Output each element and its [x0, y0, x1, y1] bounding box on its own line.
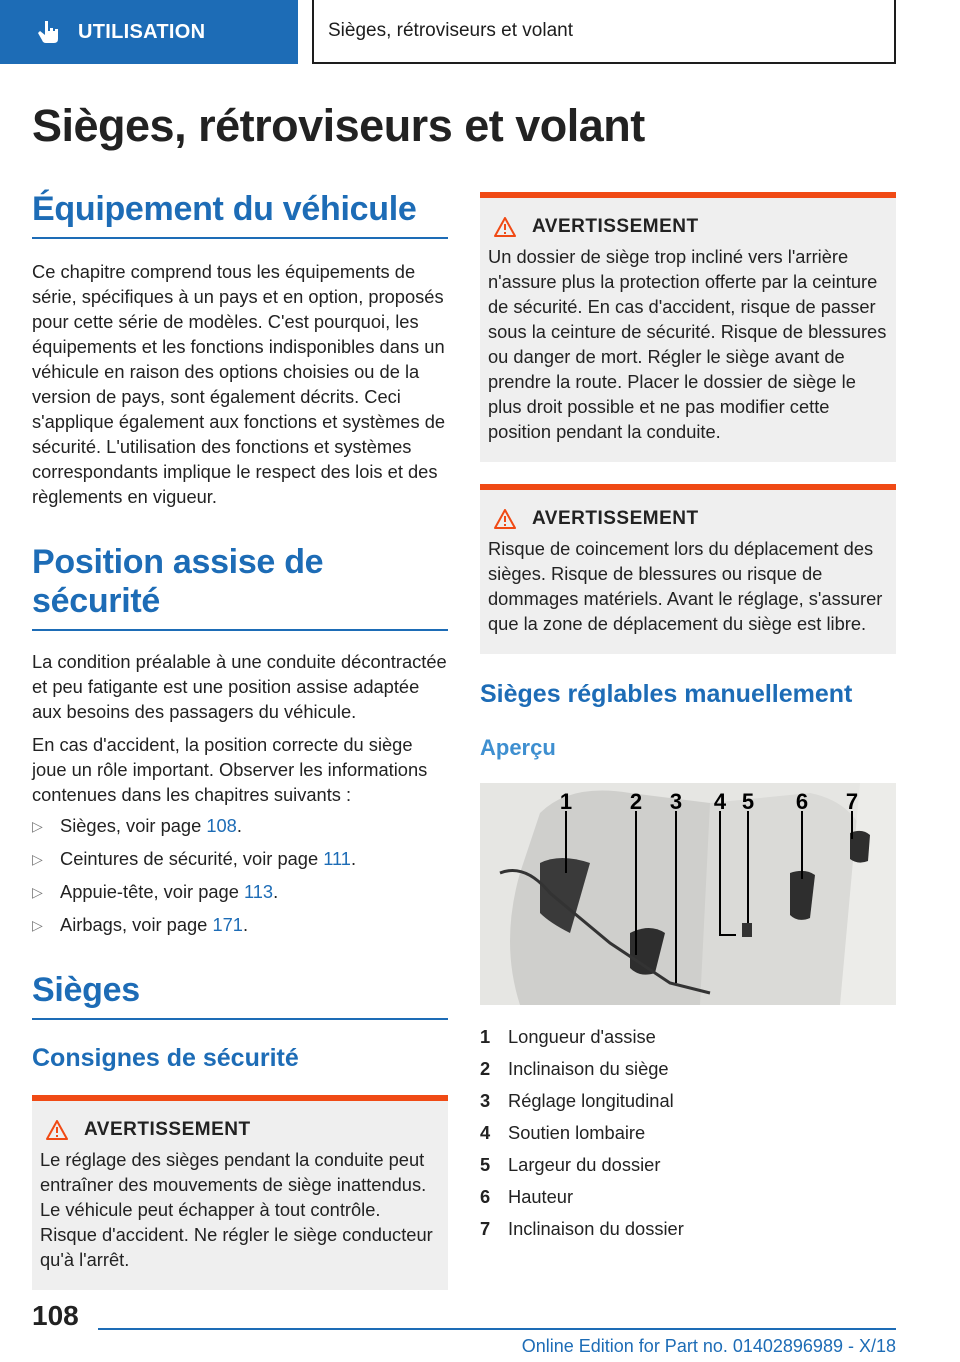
- hand-pointer-icon: [36, 19, 62, 45]
- warning-header: [46, 1119, 440, 1141]
- heading-manual-seats: Sièges réglables manuellement: [480, 680, 853, 708]
- list-item: [32, 879, 448, 912]
- legend-number: 3: [480, 1090, 491, 1111]
- legend-number: 7: [480, 1218, 491, 1239]
- image-callout-3: 3: [669, 789, 683, 814]
- reference-list: [32, 813, 448, 945]
- page-link[interactable]: 108: [206, 815, 237, 836]
- image-callout-5: 5: [741, 789, 755, 814]
- heading-apercu: Aperçu: [480, 735, 556, 760]
- list-item-end: .: [242, 914, 249, 935]
- warning-triangle-icon: [494, 217, 516, 237]
- legend-row: [480, 1021, 896, 1053]
- seat-controls-image: [480, 783, 896, 1005]
- list-item: [32, 912, 448, 945]
- right-column: [480, 192, 896, 1245]
- warning-text: Le réglage des sièges pendant la conduite peut entraîner des mouvements de siège inattendus. Le véhicule peut échapper à tout contrôle. Risque d'accident. Ne régler le siège conducteur qu'à l'arrêt.: [40, 1149, 433, 1270]
- legend-row: [480, 1181, 896, 1213]
- footer-divider: [98, 1328, 896, 1330]
- legend-label: Inclinaison du dossier: [508, 1218, 684, 1239]
- image-callout-4: 4: [713, 789, 727, 814]
- legend-row: [480, 1053, 896, 1085]
- legend-label: Hauteur: [508, 1186, 574, 1207]
- heading-sieges: Sièges: [32, 971, 448, 1020]
- paragraph-position-1: La condition préalable à une conduite décontractée et peu fatigante est une position assise adaptée aux besoins des passagers du véhicule.: [32, 651, 447, 722]
- warning-triangle-icon: [494, 509, 516, 529]
- legend-list: [480, 1021, 896, 1245]
- list-item-text: Appuie-tête, voir page: [60, 881, 244, 902]
- image-callout-7: 7: [845, 789, 859, 814]
- triangle-bullet-icon: ▷: [32, 851, 43, 867]
- page-number: 108: [32, 1300, 79, 1331]
- image-callout-1: 1: [559, 789, 573, 814]
- paragraph-position-2: En cas d'accident, la position correcte du siège joue un rôle important. Observer les informations contenues dans les chapitres suivants :: [32, 734, 428, 805]
- header-chapter: [312, 0, 896, 64]
- list-item: [32, 813, 448, 846]
- page-link[interactable]: 113: [243, 881, 274, 902]
- list-item: [32, 846, 448, 879]
- header-chapter-label: Sièges, rétroviseurs et volant: [328, 20, 574, 41]
- list-item-text: Airbags, voir page: [60, 914, 213, 935]
- legend-label: Réglage longitudinal: [508, 1090, 674, 1111]
- page-link[interactable]: 111: [323, 848, 351, 869]
- legend-row: [480, 1149, 896, 1181]
- triangle-bullet-icon: ▷: [32, 917, 43, 933]
- warning-title: AVERTISSEMENT: [532, 216, 699, 237]
- legend-number: 2: [480, 1058, 491, 1079]
- list-item-end: .: [273, 881, 279, 902]
- legend-number: 4: [480, 1122, 491, 1143]
- legend-row: [480, 1213, 896, 1245]
- triangle-bullet-icon: ▷: [32, 884, 43, 900]
- warning-box: [480, 484, 896, 654]
- legend-label: Longueur d'assise: [508, 1026, 656, 1047]
- heading-equipment: Équipement du véhicule: [32, 190, 448, 239]
- header-section-tab[interactable]: [0, 0, 298, 64]
- legend-label: Soutien lombaire: [508, 1122, 646, 1143]
- footer-edition: Online Edition for Part no. 01402896989 - X/18: [521, 1336, 896, 1356]
- triangle-bullet-icon: ▷: [32, 818, 43, 834]
- list-item-end: .: [350, 848, 357, 869]
- paragraph-equipment: Ce chapitre comprend tous les équipements de série, spécifiques à un pays et en option, proposés pour cette série de modèles. C'est pourquoi, les équipements et les fonctions indisponibles dans un véhicule en raison des options choisies ou de la version de pays, sont également décrits. Ceci s'applique également aux fonctions et systèmes de sécurité. L'utilisation des fonctions et systèmes correspondants implique le respect des lois et des règlements en vigueur.: [32, 261, 446, 507]
- legend-number: 1: [480, 1026, 491, 1047]
- left-column: [32, 190, 448, 1290]
- list-item-text: Sièges, voir page: [60, 815, 207, 836]
- warning-box: [32, 1095, 448, 1290]
- image-callout-2: 2: [629, 789, 643, 814]
- warning-box: [480, 192, 896, 462]
- legend-number: 5: [480, 1154, 491, 1175]
- warning-header: [494, 216, 888, 238]
- legend-label: Inclinaison du siège: [508, 1058, 669, 1079]
- page-title: Sièges, rétroviseurs et volant: [32, 100, 645, 151]
- heading-consignes: Consignes de sécurité: [32, 1044, 299, 1072]
- seat-illustration: [480, 783, 896, 1005]
- warning-header: [494, 508, 888, 530]
- warning-title: AVERTISSEMENT: [84, 1119, 251, 1140]
- warning-text: Risque de coincement lors du déplacement des sièges. Risque de blessures ou risque de dommages matériels. Avant le réglage, s'assurer que la zone de déplacement du siège est libre.: [488, 538, 883, 634]
- image-callout-6: 6: [795, 789, 809, 814]
- legend-row: [480, 1117, 896, 1149]
- warning-title: AVERTISSEMENT: [532, 508, 699, 529]
- page-link[interactable]: 171: [212, 914, 243, 935]
- heading-position: Position assise de sécurité: [32, 543, 448, 631]
- list-item-end: .: [236, 815, 242, 836]
- header-section-label: UTILISATION: [78, 20, 206, 43]
- warning-text: Un dossier de siège trop incliné vers l'arrière n'assure plus la protection offerte par la ceinture de sécurité. En cas d'accident, risque de passer sous la ceinture de sécurité. Risque de blessures ou danger de mort. Régler le siège avant de prendre la route. Placer le dossier de siège le plus droit possible et ne pas modifier cette position pendant la conduite.: [488, 246, 887, 442]
- legend-label: Largeur du dossier: [508, 1154, 661, 1175]
- legend-row: [480, 1085, 896, 1117]
- warning-triangle-icon: [46, 1120, 68, 1140]
- list-item-text: Ceintures de sécurité, voir page: [60, 848, 324, 869]
- legend-number: 6: [480, 1186, 491, 1207]
